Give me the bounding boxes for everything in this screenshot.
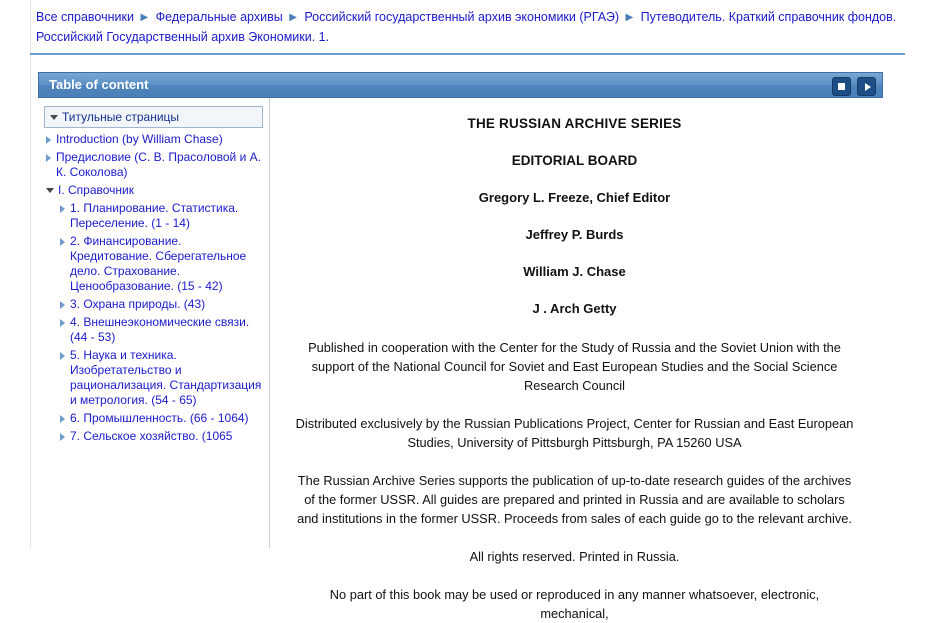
toc-title-pages-box[interactable] — [44, 106, 263, 128]
chevron-right-icon — [60, 301, 65, 309]
sidebar-item-introduction[interactable] — [44, 132, 263, 147]
toc-list — [44, 106, 263, 444]
sidebar-item-label: 6. Промышленность. (66 - 1064) — [70, 411, 249, 425]
breadcrumb-item-0[interactable]: Все справочники — [36, 10, 134, 24]
sidebar-item-label: Introduction (by William Chase) — [56, 132, 223, 146]
square-icon — [838, 83, 845, 90]
content-area — [38, 98, 883, 621]
chevron-right-icon — [46, 154, 51, 162]
sidebar-item-spravochnik[interactable] — [44, 183, 263, 198]
sidebar-item-label: 2. Финансирование. Кредитование. Сберегательное дело. Страхование. Ценообразование. (15 - 42) — [70, 234, 247, 293]
chevron-right-icon — [60, 415, 65, 423]
chevron-right-icon: ▶ — [289, 12, 297, 23]
sidebar-item-label: 3. Охрана природы. (43) — [70, 297, 206, 311]
chevron-right-icon — [46, 136, 51, 144]
sidebar-item-section-7[interactable] — [44, 429, 263, 444]
sidebar-item-label: 5. Наука и техника. Изобретательство и рационализация. Стандартизация и метрология. (54 - 65) — [70, 348, 262, 407]
breadcrumb — [30, 0, 905, 55]
breadcrumb-item-3[interactable]: Путеводитель. Краткий справочник фондов. Российский Государственный архив Экономики. 1. — [36, 10, 897, 44]
sidebar-item-label: 4. Внешнеэкономические связи. (44 - 53) — [70, 315, 250, 344]
document-panel — [270, 98, 883, 621]
chevron-right-icon — [60, 433, 65, 441]
sidebar-item-section-4[interactable] — [44, 315, 263, 345]
sidebar-item-label: 7. Сельское хозяйство. (1065 — [70, 429, 233, 443]
document-paragraph-3: All rights reserved. Printed in Russia. — [469, 549, 680, 564]
toc-header-buttons — [832, 77, 876, 96]
document-subtitle: EDITORIAL BOARD — [511, 153, 638, 168]
chevron-right-icon — [60, 352, 65, 360]
editor-name-chief: Gregory L. Freeze, Chief Editor — [478, 190, 671, 205]
stop-button[interactable] — [832, 77, 851, 96]
gutter-edge — [22, 0, 30, 548]
document-title: THE RUSSIAN ARCHIVE SERIES — [467, 116, 682, 131]
document-paragraph-2: The Russian Archive Series supports the publication of up-to-date research guides of the archives of the former USSR. All guides are prepared and printed in Russia and are available to scholars and institutions in the former USSR. Proceeds from sales of each guide go to the relevant archive. — [297, 473, 852, 526]
editor-name-3: J . Arch Getty — [532, 301, 617, 316]
sidebar-item-preface[interactable] — [44, 150, 263, 180]
toc-header-title: Table of content — [49, 77, 149, 92]
breadcrumb-item-2[interactable]: Российский государственный архив экономики (РГАЭ) — [304, 10, 619, 24]
sidebar-item-section-6[interactable] — [44, 411, 263, 426]
sidebar-item-section-1[interactable] — [44, 201, 263, 231]
toc-sidebar[interactable] — [38, 98, 270, 548]
chevron-right-icon — [60, 205, 65, 213]
chevron-down-icon — [46, 188, 54, 193]
chevron-right-icon — [60, 238, 65, 246]
chevron-right-icon: ▶ — [625, 12, 634, 23]
play-icon — [865, 83, 871, 91]
toc-title-pages-label: Титульные страницы — [62, 110, 180, 124]
sidebar-item-label: 1. Планирование. Статистика. Переселение. (1 - 14) — [70, 201, 239, 230]
document-paragraph-1: Distributed exclusively by the Russian Publications Project, Center for Russian and East European Studies, University of Pittsburgh Pittsburgh, PA 15260 USA — [295, 416, 854, 450]
breadcrumb-item-1[interactable]: Федеральные архивы — [155, 10, 283, 24]
editor-name-1: Jeffrey P. Burds — [525, 227, 624, 242]
sidebar-item-section-2[interactable] — [44, 234, 263, 294]
sidebar-item-label: Предисловие (С. В. Прасоловой и А. К. Соколова) — [56, 150, 261, 179]
sidebar-item-section-3[interactable] — [44, 297, 263, 312]
table-of-content-header — [38, 72, 883, 98]
play-button[interactable] — [857, 77, 876, 96]
chevron-right-icon: ▶ — [140, 12, 149, 23]
document-paragraph-4: No part of this book may be used or reproduced in any manner whatsoever, electronic, mechanical, — [329, 587, 820, 621]
sidebar-item-section-5[interactable] — [44, 348, 263, 408]
editor-name-2: William J. Chase — [523, 264, 626, 279]
left-gutter — [0, 0, 31, 548]
document-paragraph-0: Published in cooperation with the Center for the Study of Russia and the Soviet Union with the support of the National Council for Soviet and East European Studies and the Social Science Research Council — [308, 340, 841, 393]
sidebar-item-label: I. Справочник — [58, 183, 134, 197]
chevron-down-icon — [50, 115, 58, 120]
chevron-right-icon — [60, 319, 65, 327]
